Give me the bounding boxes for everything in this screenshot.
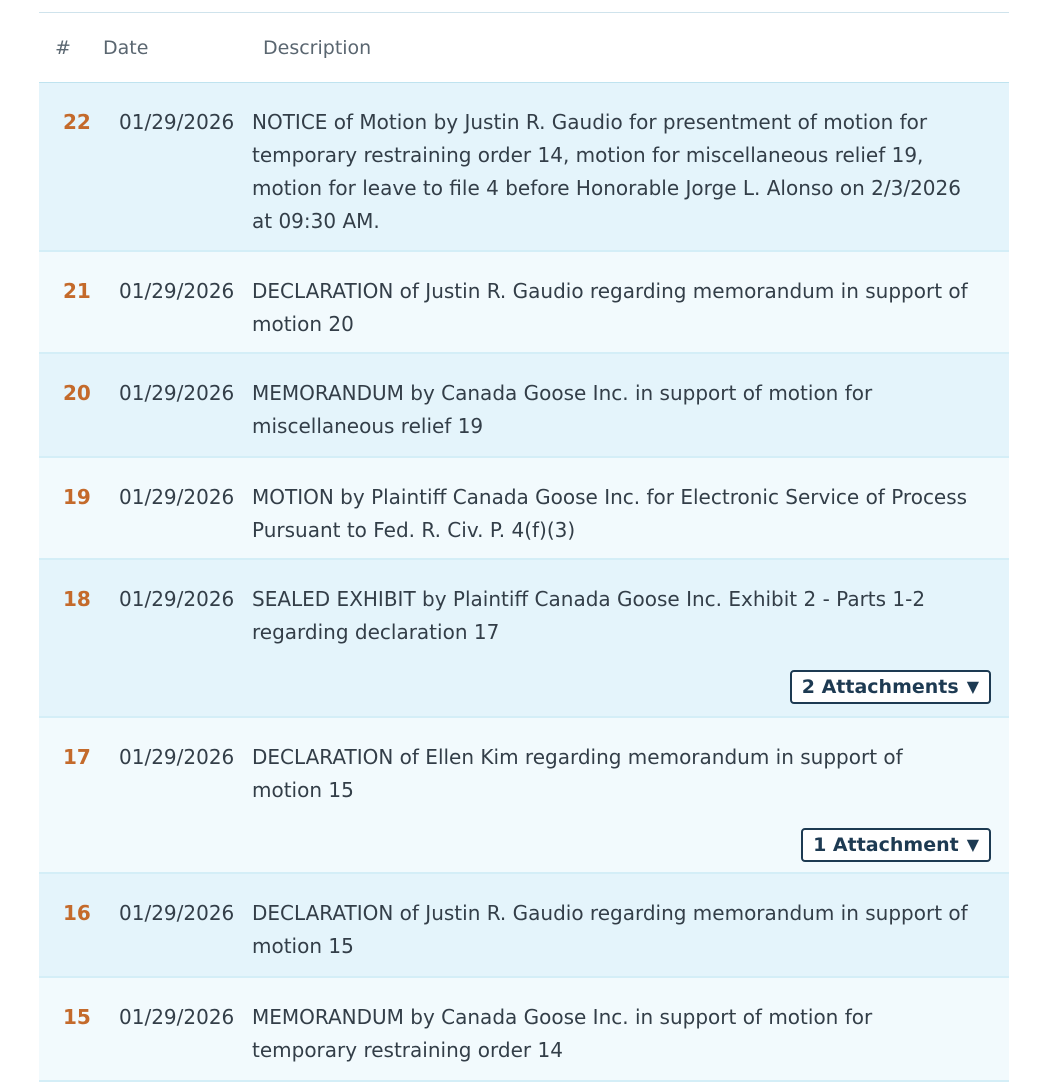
docket-entry	[39, 978, 1009, 1082]
entry-date: 01/29/2026	[119, 745, 235, 769]
entry-number: 16	[63, 901, 91, 925]
attachments-label: 2 Attachments	[801, 676, 959, 698]
entry-number: 22	[63, 110, 91, 134]
entry-description: DECLARATION of Justin R. Gaudio regarding memorandum in support of motion 20	[252, 279, 968, 336]
docket-entry	[39, 83, 1009, 252]
entry-description: SEALED EXHIBIT by Plaintiff Canada Goose Inc. Exhibit 2 - Parts 1-2 regarding declaration 17	[252, 587, 926, 644]
docket-entry	[39, 458, 1009, 560]
docket-entry	[39, 252, 1009, 354]
docket-entry	[39, 718, 1009, 874]
entry-description: DECLARATION of Justin R. Gaudio regarding memorandum in support of motion 15	[252, 901, 968, 958]
entry-date: 01/29/2026	[119, 1005, 235, 1029]
entry-description: NOTICE of Motion by Justin R. Gaudio for presentment of motion for temporary restraining order 14, motion for miscellaneous relief 19, motion for leave to file 4 before Honorable Jorge L. Alonso on 2/3/2026 at 09:30 AM.	[252, 110, 961, 233]
table-header	[39, 13, 1009, 83]
docket-entry	[39, 874, 1009, 978]
header-number: #	[55, 36, 71, 59]
caret-down-icon: ▼	[966, 835, 979, 854]
entry-description: MOTION by Plaintiff Canada Goose Inc. for Electronic Service of Process Pursuant to Fed. R. Civ. P. 4(f)(3)	[252, 485, 968, 542]
attachments-toggle-button[interactable]	[790, 670, 991, 704]
caret-down-icon: ▼	[966, 677, 979, 696]
attachments-label: 1 Attachment	[813, 834, 959, 856]
entry-date: 01/29/2026	[119, 279, 235, 303]
entry-description: DECLARATION of Ellen Kim regarding memorandum in support of motion 15	[252, 745, 903, 802]
entry-number: 15	[63, 1005, 91, 1029]
entry-number: 20	[63, 381, 91, 405]
entry-date: 01/29/2026	[119, 381, 235, 405]
entry-number: 19	[63, 485, 91, 509]
entry-date: 01/29/2026	[119, 587, 235, 611]
entry-number: 18	[63, 587, 91, 611]
header-date: Date	[103, 36, 149, 59]
entry-number: 21	[63, 279, 91, 303]
docket-entry	[39, 560, 1009, 718]
docket-table	[39, 12, 1009, 1082]
attachments-toggle-button[interactable]	[801, 828, 991, 862]
entry-description: MEMORANDUM by Canada Goose Inc. in support of motion for temporary restraining order 14	[252, 1005, 873, 1062]
entry-date: 01/29/2026	[119, 901, 235, 925]
header-description: Description	[263, 36, 372, 59]
docket-entry	[39, 354, 1009, 458]
entry-description: MEMORANDUM by Canada Goose Inc. in support of motion for miscellaneous relief 19	[252, 381, 873, 438]
entry-number: 17	[63, 745, 91, 769]
entry-date: 01/29/2026	[119, 485, 235, 509]
entry-date: 01/29/2026	[119, 110, 235, 134]
